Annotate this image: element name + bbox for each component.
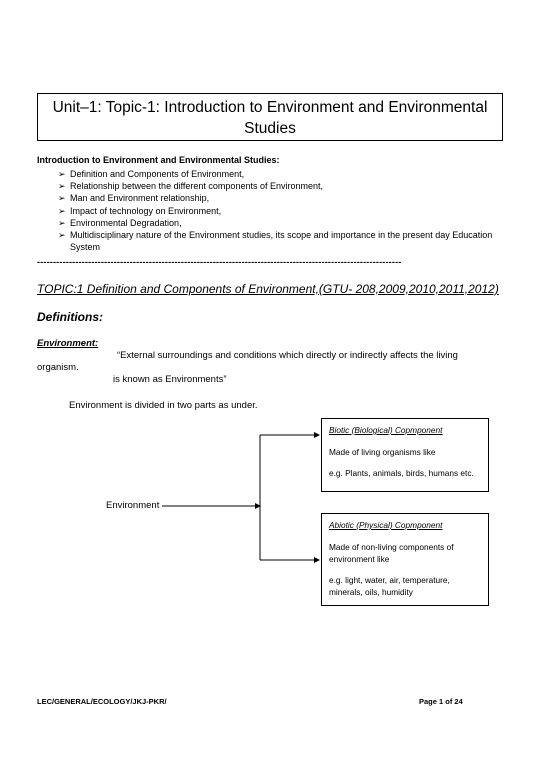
list-item: ➢ Impact of technology on Environment,: [58, 205, 222, 216]
topic-heading: TOPIC:1 Definition and Components of Environment,(GTU- 208,2009,2010,2011,2012): [37, 282, 499, 296]
list-item: ➢ Man and Environment relationship,: [58, 193, 210, 204]
arrow-bullet-icon: ➢: [58, 217, 66, 228]
biotic-component-box: [321, 418, 489, 492]
abiotic-title: Abiotic (Physical) Copmponent: [329, 520, 443, 530]
list-item: ➢ Multidisciplinary nature of the Environment studies, its scope and importance in the present day Education System: [58, 230, 493, 253]
abiotic-desc: Made of non-living components of environment like: [329, 542, 454, 564]
biotic-title: Biotic (Biological) Copmponent: [329, 425, 443, 435]
dashed-divider: ------------------------------------------------------------------------------------------------------------------: [37, 257, 402, 267]
definitions-heading: Definitions:: [37, 310, 103, 324]
arrow-bullet-icon: ➢: [58, 181, 66, 192]
abiotic-component-box: [321, 513, 489, 606]
divided-text: Environment is divided in two parts as under.: [69, 400, 258, 411]
arrow-bullet-icon: ➢: [58, 205, 66, 216]
abiotic-example: e.g. light, water, air, temperature, minerals, oils, humidity: [329, 575, 450, 597]
arrow-bullet-icon: ➢: [58, 169, 66, 179]
title-line-1: Unit–1: Topic-1: Introduction to Environment and Environmental: [52, 99, 488, 116]
definition-quote-line-2: organism.: [37, 362, 79, 373]
arrow-bullet-icon: ➢: [58, 230, 66, 241]
biotic-example: e.g. Plants, animals, birds, humans etc.: [329, 468, 474, 478]
arrow-bullet-icon: ➢: [58, 193, 66, 204]
definition-quote-line-1: “External surroundings and conditions which directly or indirectly affects the living: [117, 350, 458, 361]
list-item: ➢ Relationship between the different components of Environment,: [58, 181, 323, 192]
footer-reference: LEC/GENERAL/ECOLOGY/JKJ-PKR/: [37, 697, 167, 706]
list-item: ➢ Definition and Components of Environment,: [58, 169, 245, 179]
biotic-desc: Made of living organisms like: [329, 447, 436, 457]
environment-label: Environment: [106, 500, 160, 511]
intro-heading: Introduction to Environment and Environmental Studies:: [37, 155, 280, 165]
page-number: Page 1 of 24: [419, 697, 463, 706]
definition-quote-line-3: is known as Environments”: [113, 374, 227, 385]
list-item: ➢ Environmental Degradation,: [58, 217, 182, 228]
title-line-2: Studies: [244, 120, 296, 137]
environment-heading: Environment:: [37, 338, 99, 349]
